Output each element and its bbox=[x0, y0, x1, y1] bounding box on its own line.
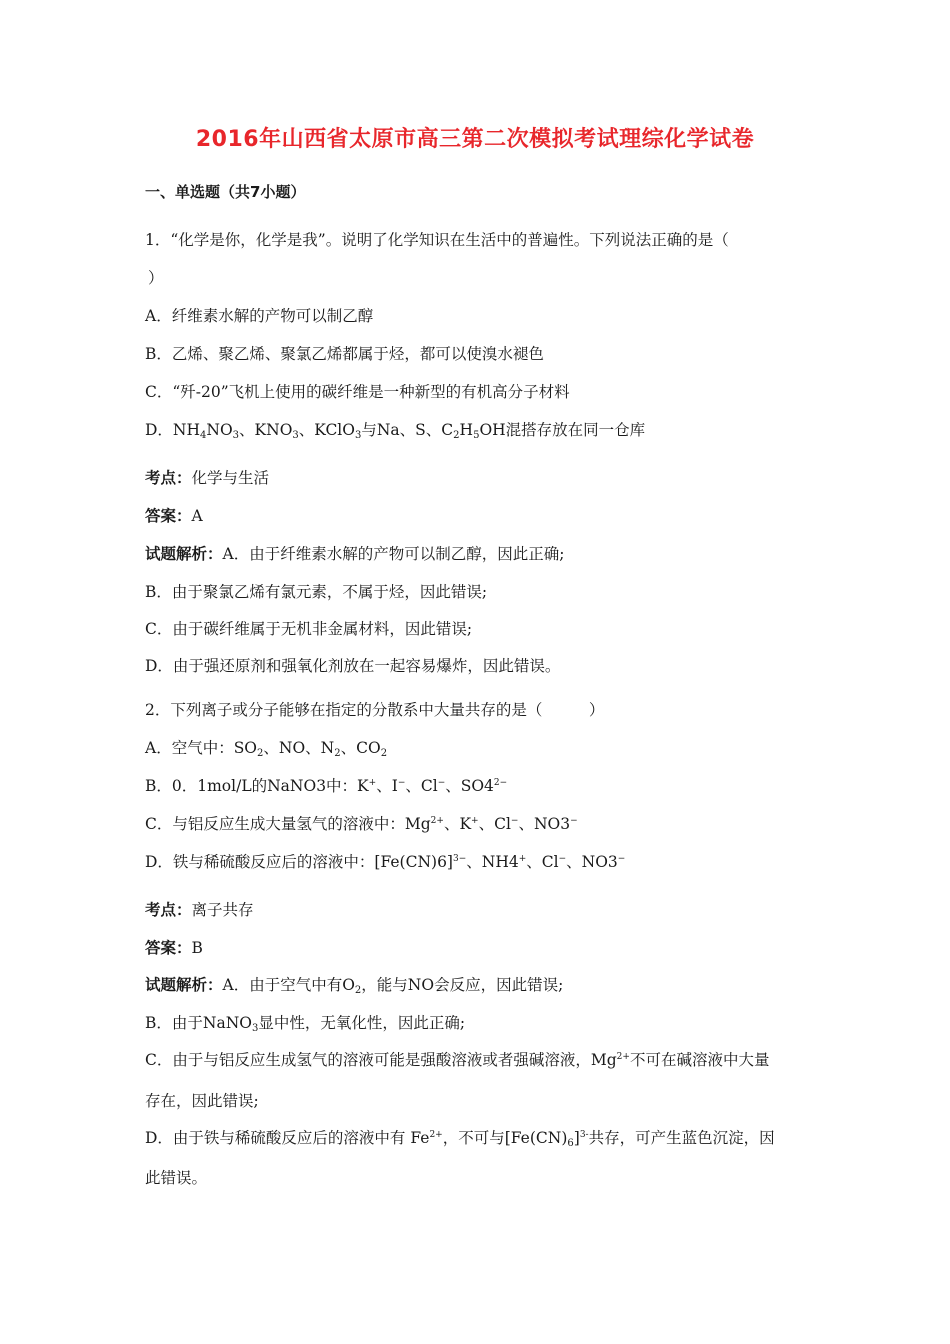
q1-analysis-c: C．由于碳纤维属于无机非金属材料，因此错误; bbox=[145, 620, 473, 638]
q1-option-d: D．$NH_4NO_3$、$KNO_3$、KClO$_3$与Na、S、$C_2H_5OH$混搭存放在同一仓库 bbox=[145, 421, 646, 441]
q1-analysis-b: B．由于聚氯乙烯有氯元素，不属于烃，因此错误; bbox=[145, 583, 488, 601]
q1-stem: 1．“化学是你，化学是我”。说明了化学知识在生活中的普遍性。下列说法正确的是（ bbox=[145, 231, 729, 249]
q2-analysis-c: C．由于与铝反应生成氢气的溶液可能是强酸溶液或者强碱溶液，$Mg^{2+}$不可在碱溶液中大量 bbox=[145, 1051, 770, 1069]
q1-option-a: A．纤维素水解的产物可以制乙醇 bbox=[145, 307, 374, 325]
q1-analysis-a: 试题解析：A．由于纤维素水解的产物可以制乙醇，因此正确; bbox=[145, 545, 565, 563]
q1-stem-cont: ） bbox=[148, 269, 164, 287]
q2-option-d: D．铁与稀硫酸反应后的溶液中：$[Fe(CN)6]^{3-}$、NH4+、Cl−、NO3− bbox=[145, 853, 626, 871]
q1-analysis-d: D．由于强还原剂和强氧化剂放在一起容易爆炸，因此错误。 bbox=[145, 657, 561, 675]
q2-analysis-c-cont: 存在，因此错误; bbox=[145, 1092, 259, 1110]
q2-analysis-a: 试题解析：A．由于空气中有$O_2$，能与NO会反应，因此错误; bbox=[145, 976, 564, 996]
q2-answer: 答案：B bbox=[145, 939, 203, 957]
q2-analysis-d: D．由于铁与稀硫酸反应后的溶液中有 $Fe^{2+}$，不可与$[Fe(CN)_6]^{3-}$共存，可产生蓝色沉淀，因 bbox=[145, 1129, 775, 1149]
q2-stem: 2．下列离子或分子能够在指定的分散系中大量共存的是（ ） bbox=[145, 701, 605, 719]
q1-topic: 考点：化学与生活 bbox=[145, 469, 270, 487]
q2-analysis-b: B．由于NaNO$_3$显中性，无氧化性，因此正确; bbox=[145, 1014, 466, 1034]
q2-option-b: B．0．1mol/L的NaNO3中：K+、I−、Cl−、$SO4^{2-}$ bbox=[145, 777, 508, 795]
q2-option-a: A．空气中：$SO_2$、NO、$N_2$、$CO_2$ bbox=[145, 739, 388, 759]
page-title: 2016年山西省太原市高三第二次模拟考试理综化学试卷 bbox=[195, 127, 755, 152]
q1-option-b: B．乙烯、聚乙烯、聚氯乙烯都属于烃，都可以使溴水褪色 bbox=[145, 345, 544, 363]
q2-analysis-d-cont: 此错误。 bbox=[145, 1169, 208, 1187]
section-heading: 一、单选题（共7小题） bbox=[145, 183, 306, 201]
q1-option-c: C．“歼-20”飞机上使用的碳纤维是一种新型的有机高分子材料 bbox=[145, 383, 570, 401]
q2-option-c: C．与铝反应生成大量氢气的溶液中：$Mg^{2+}$、K+、Cl−、NO3− bbox=[145, 815, 578, 833]
q2-topic: 考点：离子共存 bbox=[145, 901, 254, 919]
q1-answer: 答案：A bbox=[145, 507, 203, 525]
